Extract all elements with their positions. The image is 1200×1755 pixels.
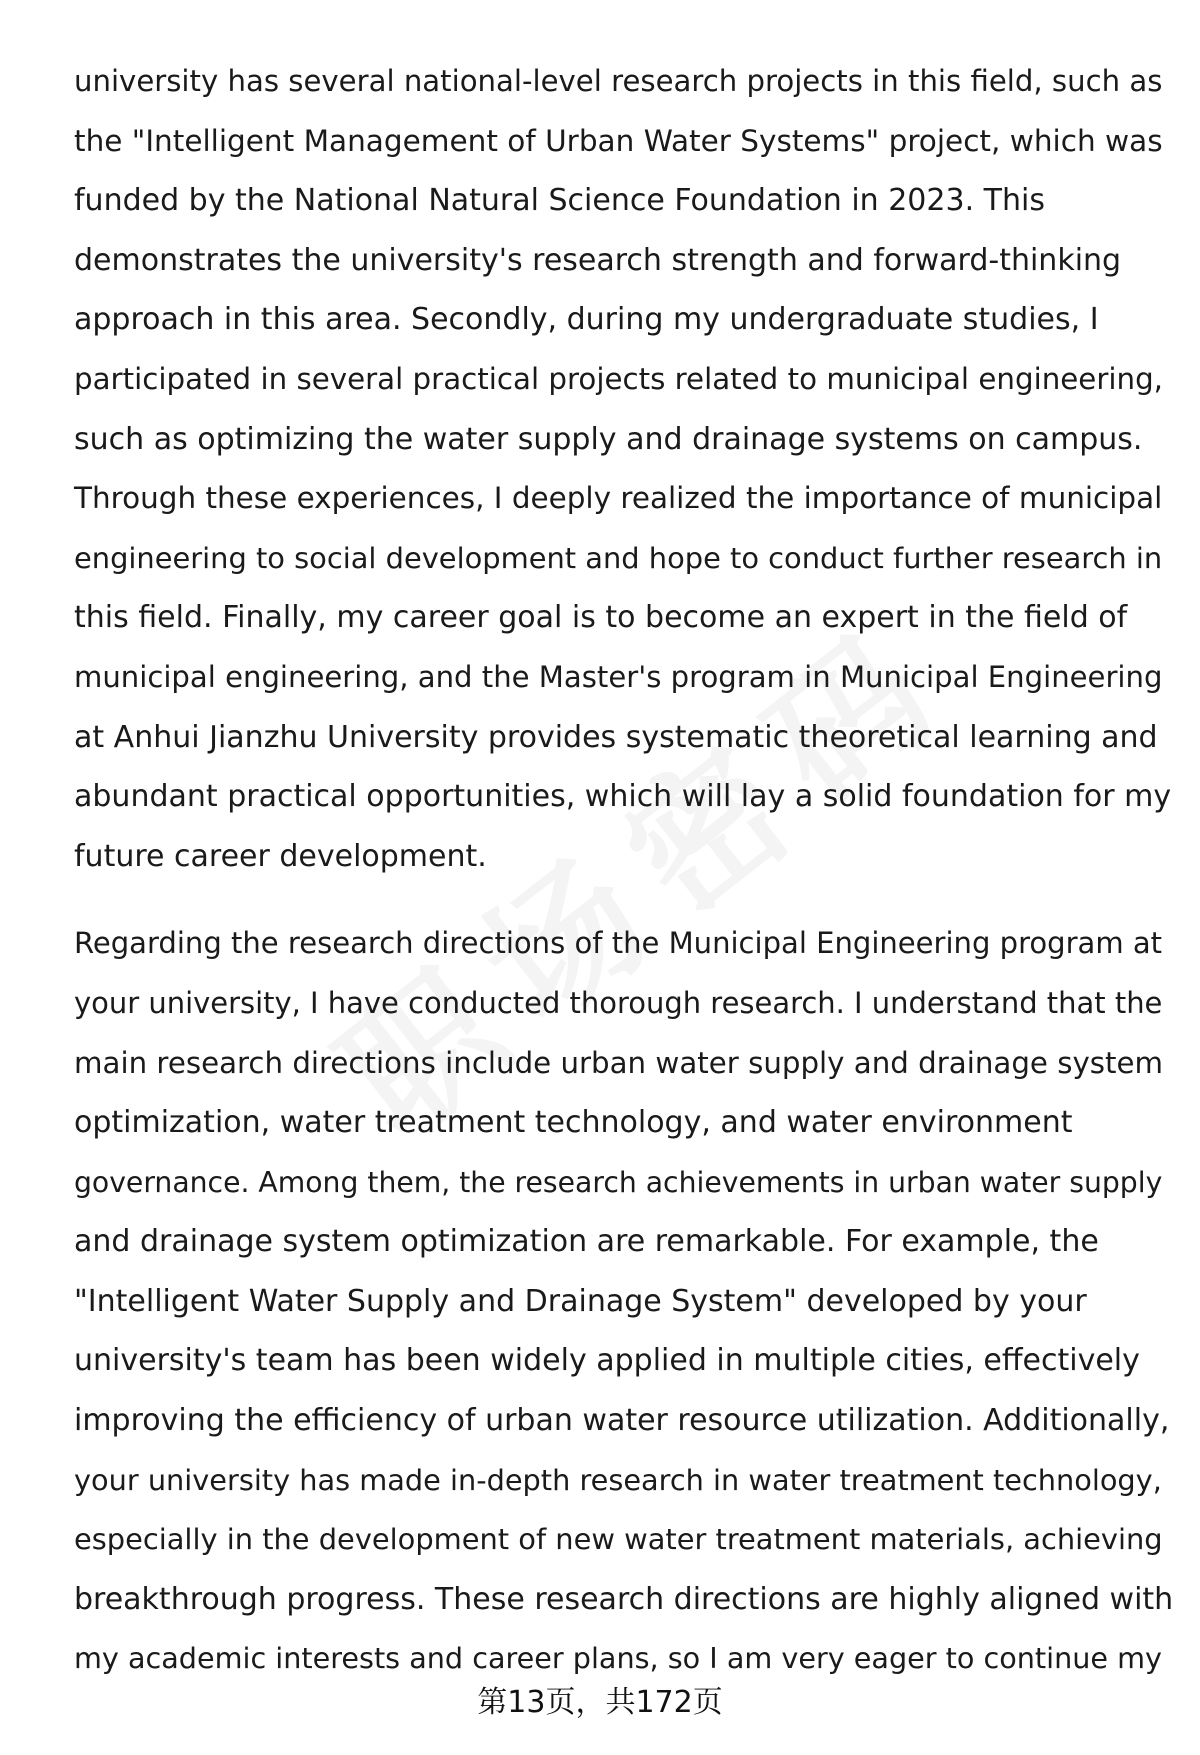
text-line: municipal engineering, and the Master's program in Municipal Engineering xyxy=(74,659,1163,694)
text-line: approach in this area. Secondly, during my undergraduate studies, I xyxy=(74,302,1099,338)
text-line: demonstrates the university's research strength and forward-thinking xyxy=(74,242,1122,278)
text-line: improving the efficiency of urban water resource utilization. Additionally, xyxy=(74,1403,1170,1439)
text-line: funded by the National Natural Science Foundation in 2023. This xyxy=(74,183,1045,219)
text-line: optimization, water treatment technology, and water environment xyxy=(74,1105,1073,1141)
text-line: such as optimizing the water supply and drainage systems on campus. xyxy=(74,421,1143,457)
text-line: breakthrough progress. These research directions are highly aligned with xyxy=(74,1581,1174,1617)
text-line: "Intelligent Water Supply and Drainage System" developed by your xyxy=(74,1283,1087,1319)
text-line: my academic interests and career plans, so I am very eager to continue my xyxy=(74,1641,1162,1676)
text-line: university's team has been widely applied in multiple cities, effectively xyxy=(74,1343,1140,1379)
text-line: future career development. xyxy=(74,838,487,874)
text-line: university has several national-level research projects in this field, such as xyxy=(74,64,1163,98)
text-line: Regarding the research directions of the Municipal Engineering program at xyxy=(74,926,1163,961)
text-line: your university has made in-depth research in water treatment technology, xyxy=(74,1462,1162,1497)
document-body xyxy=(74,52,1174,1689)
text-line: at Anhui Jianzhu University provides systematic theoretical learning and xyxy=(74,719,1158,755)
text-line: engineering to social development and hope to conduct further research in xyxy=(74,540,1163,575)
text-line: governance. Among them, the research achievements in urban water supply xyxy=(74,1165,1163,1199)
text-line: your university, I have conducted thorough research. I understand that the xyxy=(74,985,1163,1020)
text-line: participated in several practical projects related to municipal engineering, xyxy=(74,361,1163,396)
text-line: and drainage system optimization are remarkable. For example, the xyxy=(74,1224,1099,1260)
text-line: especially in the development of new water treatment materials, achieving xyxy=(74,1522,1163,1557)
text-line: main research directions include urban water supply and drainage system xyxy=(74,1045,1164,1080)
paragraph-1 xyxy=(74,52,1174,886)
text-line: Through these experiences, I deeply realized the importance of municipal xyxy=(74,481,1163,516)
text-line: this field. Finally, my career goal is to become an expert in the field of xyxy=(74,600,1128,636)
page-number-footer: 第13页，共172页 xyxy=(477,1685,723,1720)
paragraph-2 xyxy=(74,914,1174,1689)
text-line: abundant practical opportunities, which will lay a solid foundation for my xyxy=(74,779,1172,815)
text-line: the "Intelligent Management of Urban Water Systems" project, which was xyxy=(74,123,1163,158)
